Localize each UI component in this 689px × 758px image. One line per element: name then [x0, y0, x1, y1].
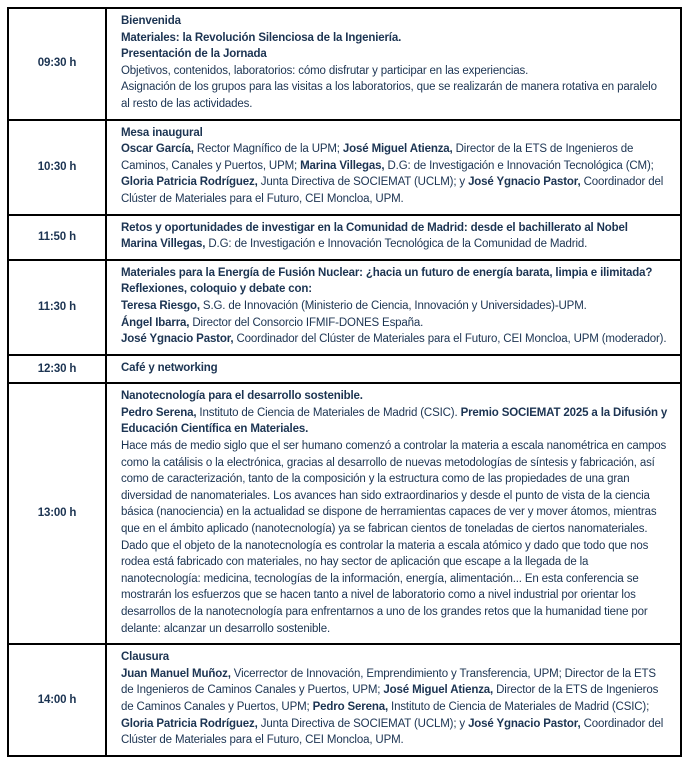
schedule-row: [8, 383, 681, 644]
schedule-row: [8, 644, 681, 756]
schedule-row: [8, 8, 681, 120]
text-segment: Coordinador del Clúster de Materiales para el Futuro, CEI Moncloa, UPM (moderador).: [233, 333, 667, 346]
schedule-row: [8, 215, 681, 260]
text-segment: D.G: de Investigación e Innovación Tecnológica (CM);: [384, 159, 654, 172]
text-segment-bold: Mesa inaugural: [121, 126, 203, 139]
text-segment-bold: Premio SOCIEMAT 2025 a la Difusión y Educación Científica en Materiales.: [121, 406, 668, 436]
paragraph: [121, 46, 668, 63]
text-segment-bold: Ángel Ibarra,: [121, 316, 190, 329]
text-segment-bold: Reflexiones, coloquio y debate con:: [121, 283, 312, 296]
schedule-row: [8, 120, 681, 215]
time-cell: 12:30 h: [8, 355, 106, 384]
text-segment: Director del Consorcio IFMIF-DONES España.: [189, 316, 424, 329]
text-segment-bold: José Ygnacio Pastor,: [468, 176, 581, 189]
content-cell: [106, 215, 681, 260]
text-segment-bold: José Miguel Atienza,: [342, 143, 453, 156]
time-cell: 09:30 h: [8, 8, 106, 120]
paragraph: [121, 125, 668, 142]
paragraph: [121, 79, 668, 112]
text-segment: D.G: de Investigación e Innovación Tecnológica de la Comunidad de Madrid.: [205, 238, 588, 251]
paragraph: [121, 649, 668, 666]
text-segment-bold: Café y networking: [121, 361, 218, 374]
paragraph: [121, 13, 668, 30]
content-cell: [106, 8, 681, 120]
text-segment-bold: Retos y oportunidades de investigar en la Comunidad de Madrid: desde el bachillerato al Nobel: [121, 221, 628, 234]
text-segment: Coordinador del Clúster de Materiales para el Futuro, CEI Moncloa, UPM.: [121, 176, 664, 205]
text-segment-bold: José Ygnacio Pastor,: [468, 717, 581, 730]
paragraph: [121, 265, 668, 282]
schedule-body: [8, 8, 681, 756]
paragraph: [121, 438, 668, 637]
text-segment: S.G. de Innovación (Ministerio de Ciencia, Innovación y Universidades)-UPM.: [199, 299, 587, 312]
text-segment: Instituto de Ciencia de Materiales de Madrid (CSIC);: [388, 700, 650, 713]
text-segment-bold: José Miguel Atienza,: [383, 684, 494, 697]
content-cell: [106, 260, 681, 355]
text-segment-bold: Clausura: [121, 651, 170, 664]
paragraph: [121, 141, 668, 207]
text-segment-bold: Bienvenida: [121, 15, 181, 27]
paragraph: [121, 298, 668, 315]
text-segment: Hace más de medio siglo que el ser humano comenzó a controlar la materia a escala nanométrica en campos como la catálisis o la electrónica, gracias al desarrollo de nuevas metodologías de síntesis y fabricación, así como de caracterización, tanto de la composición y la estructura como de las propiedades de una gran diversidad de nanomateriales. Los avances han sido extraordinarios y desde el punto de vista de la ciencia básica (nanociencia) en la actualidad se dispone de herramientas capaces de ver y mover átomos, mientras que en el ámbito aplicado (nanotecnología) ya se fabrican cientos de toneladas de ciertos nanomateriales. Dado que el objeto de la nanotecnología es controlar la materia a escala atómico y dado que todo que nos rodea está fabricado con materiales, no hay sector de aplicación que escape a la llegada de la nanotecnología: medicina, tecnologías de la información, energía, alimentación... En esta conferencia se mostrarán los esfuerzos que se hacen tanto a nivel de laboratorio como a nivel industrial por orientar los desarrollos de la nanotecnología para enfrentarnos a uno de los grandes retos que la humanidad tiene por delante: alcanzar un desarrollo sostenible.: [121, 440, 667, 635]
text-segment: Junta Directiva de SOCIEMAT (UCLM); y: [257, 176, 469, 189]
paragraph: [121, 220, 668, 237]
paragraph: [121, 281, 668, 298]
paragraph: [121, 315, 668, 332]
text-segment-bold: José Ygnacio Pastor,: [121, 333, 234, 346]
time-cell: 11:50 h: [8, 215, 106, 260]
content-cell: [106, 644, 681, 756]
text-segment: Coordinador del Clúster de Materiales para el Futuro, CEI Moncloa, UPM.: [121, 717, 664, 747]
text-segment-bold: Materiales: la Revolución Silenciosa de la Ingeniería.: [121, 31, 402, 44]
text-segment: Junta Directiva de SOCIEMAT (UCLM); y: [257, 717, 469, 730]
paragraph: [121, 30, 668, 47]
text-segment-bold: Marina Villegas,: [300, 159, 385, 172]
content-cell: [106, 355, 681, 384]
text-segment-bold: Teresa Riesgo,: [121, 299, 200, 312]
paragraph: [121, 666, 668, 749]
schedule-table: [7, 7, 682, 757]
text-segment: Rector Magnífico de la UPM;: [193, 143, 343, 156]
content-cell: [106, 383, 681, 644]
time-cell: 10:30 h: [8, 120, 106, 215]
text-segment-bold: Pedro Serena,: [312, 700, 388, 713]
paragraph: [121, 388, 668, 405]
schedule-row: [8, 355, 681, 384]
paragraph: [121, 360, 668, 377]
time-cell: 11:30 h: [8, 260, 106, 355]
text-segment: Asignación de los grupos para las visitas a los laboratorios, que se realizarán de manera rotativa en paralelo al resto de las actividades.: [121, 81, 657, 110]
time-cell: 14:00 h: [8, 644, 106, 756]
text-segment: Vicerrector de Innovación, Emprendimiento y Transferencia, UPM; Director de la ETS de Ingenieros de Caminos Canales y Puertos, UPM;: [121, 667, 656, 697]
text-segment-bold: Oscar García,: [121, 143, 194, 156]
text-segment-bold: Presentación de la Jornada: [121, 48, 267, 61]
text-segment-bold: Pedro Serena,: [121, 406, 197, 419]
text-segment: Director de la ETS de Ingenieros de Caminos Canales y Puertos, UPM;: [121, 684, 659, 713]
paragraph: [121, 63, 668, 80]
content-cell: [106, 120, 681, 215]
text-segment: Objetivos, contenidos, laboratorios: cómo disfrutar y participar en las experiencias.: [121, 64, 529, 77]
paragraph: [121, 236, 668, 253]
text-segment: Director de la ETS de Ingenieros de Caminos, Canales y Puertos, UPM;: [121, 143, 634, 172]
text-segment: Instituto de Ciencia de Materiales de Madrid (CSIC).: [196, 406, 461, 419]
text-segment-bold: Marina Villegas,: [121, 238, 206, 251]
paragraph: [121, 405, 668, 438]
schedule-row: [8, 260, 681, 355]
text-segment-bold: Gloria Patricia Rodríguez,: [121, 717, 258, 730]
paragraph: [121, 331, 668, 348]
text-segment-bold: Juan Manuel Muñoz,: [121, 667, 231, 680]
text-segment-bold: Gloria Patricia Rodríguez,: [121, 176, 258, 189]
time-cell: 13:00 h: [8, 383, 106, 644]
text-segment-bold: Materiales para la Energía de Fusión Nuclear: ¿hacia un futuro de energía barata, limpia e ilimitada?: [121, 266, 653, 279]
text-segment-bold: Nanotecnología para el desarrollo sostenible.: [121, 390, 363, 403]
